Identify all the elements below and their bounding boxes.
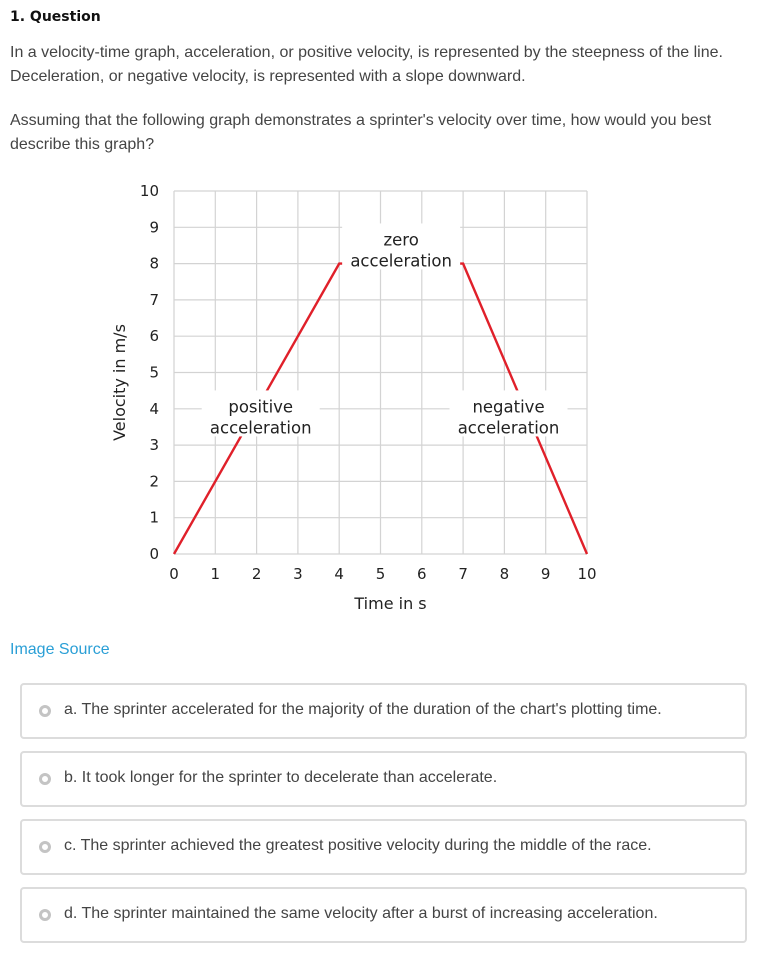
x-tick-label: 8 xyxy=(499,565,510,583)
option-label: b. It took longer for the sprinter to decelerate than accelerate. xyxy=(64,769,498,786)
annotation-text: zero xyxy=(383,230,419,250)
x-tick-label: 7 xyxy=(458,565,468,583)
y-tick-label: 3 xyxy=(149,436,159,455)
y-tick-label: 8 xyxy=(149,254,159,273)
option-b[interactable] xyxy=(20,751,747,807)
x-tick-label: 6 xyxy=(417,565,427,583)
y-tick-label: 7 xyxy=(149,290,159,309)
annotation-text: negative xyxy=(472,397,545,417)
y-tick-label: 1 xyxy=(149,508,159,527)
radio-button-icon[interactable] xyxy=(39,841,51,853)
radio-button-icon[interactable] xyxy=(39,909,51,921)
x-tick-label: 2 xyxy=(251,565,262,583)
y-tick-label: 10 xyxy=(139,182,159,200)
y-tick-label: 6 xyxy=(149,327,159,346)
option-a[interactable] xyxy=(20,683,747,739)
question-paragraph-1: In a velocity-time graph, acceleration, or positive velocity, is represented by the steepness of the line. Deceleration, or negative velocity, is represented with a slope downward. xyxy=(10,44,723,85)
velocity-time-chart xyxy=(100,178,620,618)
option-label: c. The sprinter achieved the greatest positive velocity during the middle of the race. xyxy=(64,837,652,854)
x-tick-label: 1 xyxy=(210,565,221,583)
annotation-text: acceleration xyxy=(350,251,452,271)
option-label: a. The sprinter accelerated for the majority of the duration of the chart's plotting time. xyxy=(64,701,662,718)
y-tick-label: 9 xyxy=(149,218,159,237)
image-source-link[interactable]: Image Source xyxy=(10,641,110,658)
y-tick-label: 4 xyxy=(149,399,159,418)
option-label: d. The sprinter maintained the same velocity after a burst of increasing acceleration. xyxy=(64,905,658,922)
x-tick-label: 0 xyxy=(169,565,179,583)
x-axis-label: Time in s xyxy=(354,594,427,613)
annotation-text: positive xyxy=(228,397,294,417)
radio-button-icon[interactable] xyxy=(39,705,51,717)
radio-button-icon[interactable] xyxy=(39,773,51,785)
x-tick-label: 10 xyxy=(577,565,597,583)
question-paragraph-2: Assuming that the following graph demonstrates a sprinter's velocity over time, how would you best describe this graph? xyxy=(10,112,712,153)
y-tick-label: 2 xyxy=(149,472,159,491)
option-d[interactable] xyxy=(20,887,747,943)
y-axis-label: Velocity in m/s xyxy=(110,324,129,441)
annotation-text: acceleration xyxy=(457,418,560,438)
y-tick-label: 0 xyxy=(149,545,159,563)
x-tick-label: 9 xyxy=(540,565,551,583)
y-tick-label: 5 xyxy=(149,363,159,382)
question-title: 1. Question xyxy=(10,9,101,25)
option-c[interactable] xyxy=(20,819,747,875)
x-tick-label: 3 xyxy=(293,565,303,583)
x-tick-label: 4 xyxy=(334,565,344,583)
annotation-text: acceleration xyxy=(209,418,312,438)
x-tick-label: 5 xyxy=(375,565,386,583)
